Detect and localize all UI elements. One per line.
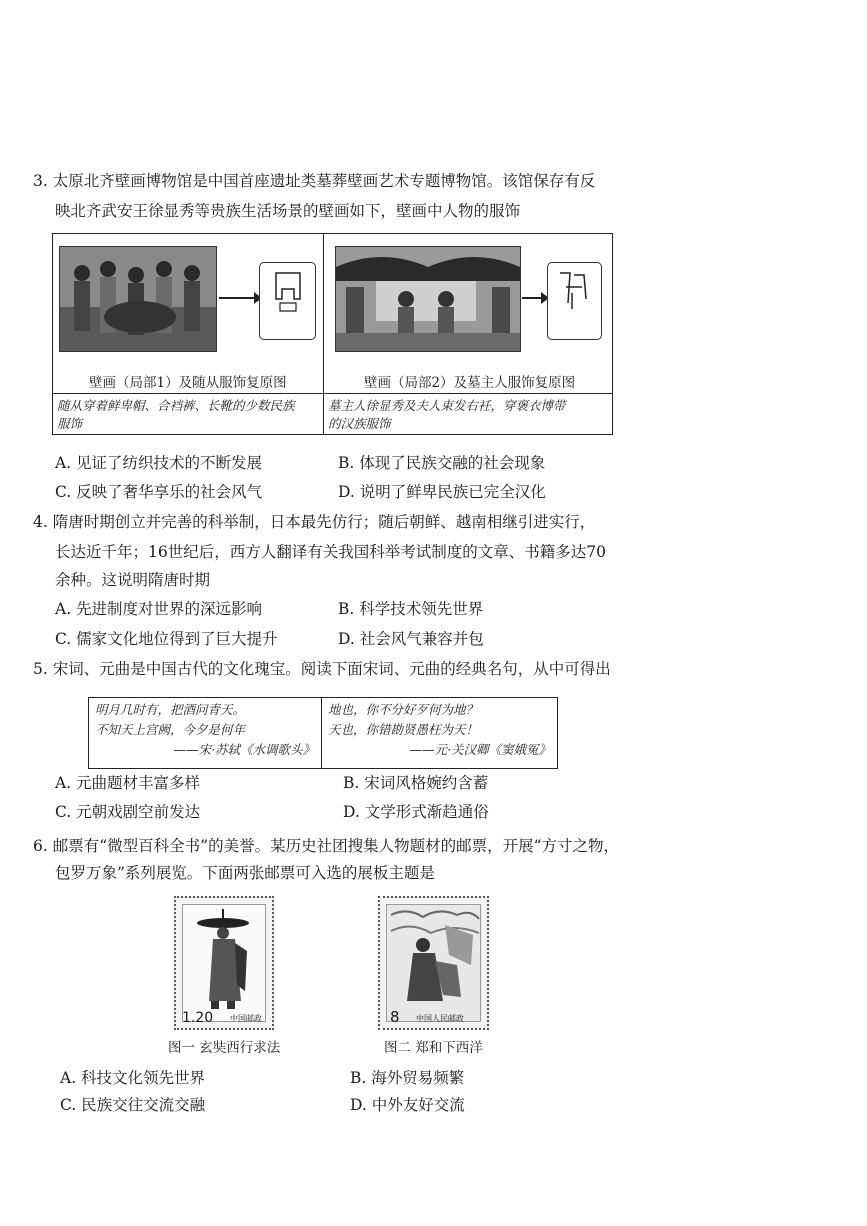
- stamp-2: [378, 896, 489, 1030]
- mural-caption-1: 壁画（局部1）及随从服饰复原图: [89, 375, 287, 391]
- mural-note-1: 随从穿着鲜卑帽、合裆裤、长靴的少数民族 服饰: [53, 394, 324, 435]
- q6-option-c: C. 民族交往交流交融: [60, 1096, 206, 1114]
- stamp1-value: 1.20: [182, 1010, 214, 1026]
- q3-option-c: C. 反映了奢华享乐的社会风气: [55, 483, 263, 501]
- costume-reconstruction-1: [259, 262, 316, 340]
- mural-panel-2: [324, 234, 613, 394]
- xuanzang-figure-icon: [183, 905, 266, 1022]
- poem1-line1: 明月几时有，把酒问青天。: [95, 702, 246, 717]
- q3-option-b: B. 体现了民族交融的社会现象: [338, 454, 546, 472]
- poem-song-ci: [89, 698, 322, 769]
- q4-option-b: B. 科学技术领先世界: [338, 600, 484, 618]
- q3-stem-line2: 映北齐武安王徐显秀等贵族生活场景的壁画如下，壁画中人物的服饰: [55, 202, 521, 220]
- poem2-line2: 天也，你错勘贤愚枉为天！: [328, 722, 479, 737]
- q4-option-a: A. 先进制度对世界的深远影响: [55, 600, 263, 618]
- mural-image-1: [59, 246, 217, 352]
- q3-option-a: A. 见证了纺织技术的不断发展: [55, 454, 263, 472]
- q4-stem-line1: 4. 隋唐时期创立并完善的科举制，日本最先仿行；随后朝鲜、越南相继引进实行，: [33, 513, 596, 531]
- stamp2-country: 中国人民邮政: [416, 1014, 464, 1023]
- q6-option-a: A. 科技文化领先世界: [60, 1069, 206, 1087]
- zhenghe-figure-icon: [387, 905, 481, 1022]
- q5-option-c: C. 元朝戏剧空前发达: [55, 803, 201, 821]
- poem2-source: ——元·关汉卿《窦娥冤》: [409, 742, 551, 757]
- mural-note-2: 墓主人徐显秀及夫人束发右衽，穿褒衣博带 的汉族服饰: [324, 394, 613, 435]
- q4-option-d: D. 社会风气兼容并包: [338, 630, 484, 648]
- mural-image-2: [335, 246, 521, 352]
- mural-caption-2: 壁画（局部2）及墓主人服饰复原图: [364, 375, 576, 391]
- q4-option-c: C. 儒家文化地位得到了巨大提升: [55, 630, 278, 648]
- mural-panel-1: [53, 234, 324, 394]
- q5-option-a: A. 元曲题材丰富多样: [55, 774, 201, 792]
- poem1-line2: 不知天上宫阙，今夕是何年: [95, 722, 246, 737]
- q4-stem-line2: 长达近千年；16世纪后，西方人翻译有关我国科举考试制度的文章、书籍多达70: [55, 543, 606, 561]
- q5-stem: 5. 宋词、元曲是中国古代的文化瑰宝。阅读下面宋词、元曲的经典名句，从中可得出: [33, 660, 611, 678]
- q4-stem-line3: 余种。这说明隋唐时期: [55, 571, 211, 589]
- poem1-source: ——宋·苏轼《水调歌头》: [173, 742, 315, 757]
- q6-option-b: B. 海外贸易频繁: [350, 1069, 465, 1087]
- q3-option-d: D. 说明了鲜卑民族已完全汉化: [338, 483, 546, 501]
- q3-stem-line1: 3. 太原北齐壁画博物馆是中国首座遗址类墓葬壁画艺术专题博物馆。该馆保存有反: [33, 172, 596, 190]
- costume-reconstruction-2: [547, 262, 602, 340]
- poem-table: [88, 697, 558, 769]
- poem-yuan-qu: [322, 698, 558, 769]
- arrow-1: [219, 297, 255, 299]
- arrow-2: [522, 297, 542, 299]
- figure1-caption: 图一 玄奘西行求法: [168, 1040, 281, 1056]
- mural-table: [52, 233, 613, 435]
- figure2-caption: 图二 郑和下西洋: [384, 1040, 483, 1056]
- q6-stem-line2: 包罗万象”系列展览。下面两张邮票可入选的展板主题是: [55, 864, 435, 882]
- stamp-1: [174, 896, 274, 1030]
- q5-option-b: B. 宋词风格婉约含蓄: [343, 774, 489, 792]
- stamp1-country: 中国邮政: [230, 1014, 262, 1023]
- poem2-line1: 地也，你不分好歹何为地？: [328, 702, 479, 717]
- stamp2-value: 8: [390, 1008, 400, 1026]
- q5-option-d: D. 文学形式渐趋通俗: [343, 803, 489, 821]
- q6-stem-line1: 6. 邮票有“微型百科全书”的美誉。某历史社团搜集人物题材的邮票，开展“方寸之物，: [33, 837, 619, 855]
- q6-option-d: D. 中外友好交流: [350, 1096, 465, 1114]
